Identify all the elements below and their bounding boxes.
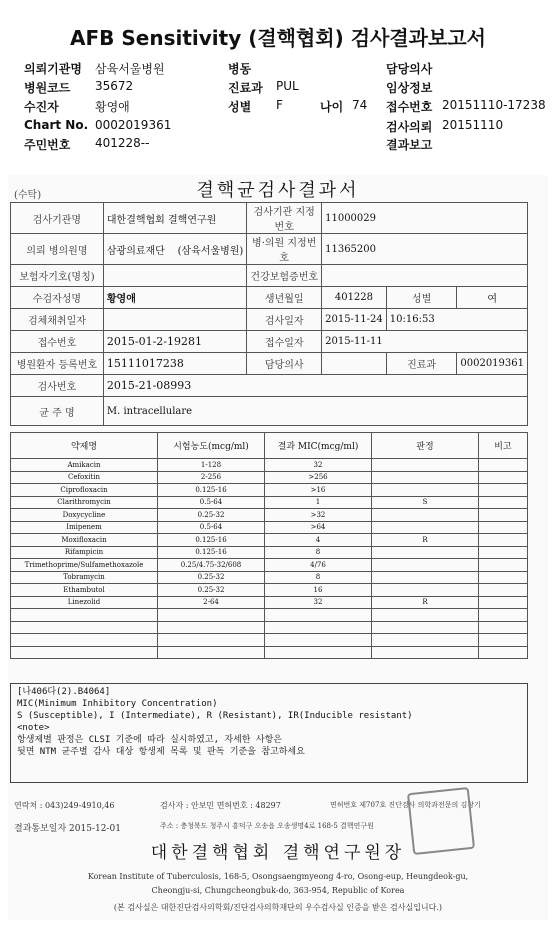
drug-remark-cell bbox=[479, 459, 528, 472]
interp-header: 판정 bbox=[372, 433, 479, 459]
cert-value bbox=[322, 265, 528, 287]
chart-value: 0002019361 bbox=[95, 118, 172, 132]
drug-conc-cell: 0.125-16 bbox=[158, 534, 265, 547]
drug-name-cell: Rifampicin bbox=[11, 546, 158, 559]
test-date-value: 2015-11-24 bbox=[322, 309, 387, 331]
drug-remark-cell bbox=[479, 484, 528, 497]
report-date: 결과통보일자 2015-12-01 bbox=[14, 824, 121, 834]
contact: 연락처 : 043)249-4910,46 bbox=[14, 801, 115, 810]
hosp-value: 삼광의료재단 bbox=[106, 245, 165, 257]
drug-mic-cell: 1 bbox=[265, 496, 372, 509]
drug-remark-cell bbox=[479, 521, 528, 534]
drug-interp-cell bbox=[372, 484, 479, 497]
collect-label: 검체채취일자 bbox=[11, 309, 104, 331]
drug-mic-cell: 32 bbox=[265, 459, 372, 472]
drug-conc-cell: 0.25-32 bbox=[158, 584, 265, 597]
drug-conc-cell: 0.125-16 bbox=[158, 484, 265, 497]
notes-box bbox=[10, 683, 528, 783]
dept-value-2: 0002019361 bbox=[457, 353, 528, 375]
drug-remark-cell bbox=[479, 646, 528, 659]
drug-remark-cell bbox=[479, 621, 528, 634]
drug-mic-cell bbox=[265, 646, 372, 659]
drug-interp-cell bbox=[372, 546, 479, 559]
drug-interp-cell bbox=[372, 509, 479, 522]
drug-mic-cell: 8 bbox=[265, 546, 372, 559]
insure-value bbox=[103, 265, 246, 287]
drug-interp-cell bbox=[372, 609, 479, 622]
dept-label-2: 진료과 bbox=[386, 353, 457, 375]
drug-mic-cell: 4 bbox=[265, 534, 372, 547]
name-label: 수검자성명 bbox=[11, 287, 104, 309]
patient-label: 수진자 bbox=[24, 100, 59, 114]
drug-name-cell: Cefoxitin bbox=[11, 471, 158, 484]
hosp-desig-value: 11365200 bbox=[322, 234, 528, 265]
dob-value: 401228 bbox=[322, 287, 387, 309]
drug-name-cell bbox=[11, 646, 158, 659]
table-row bbox=[11, 596, 528, 609]
drug-interp-cell: R bbox=[372, 534, 479, 547]
drug-conc-cell: 0.125-16 bbox=[158, 546, 265, 559]
drug-name-cell: Trimethoprime/Sulfamethoxazole bbox=[11, 559, 158, 572]
cert-label: 건강보험증번호 bbox=[247, 265, 322, 287]
table-row bbox=[11, 496, 528, 509]
form-number: (수탁) bbox=[14, 190, 42, 201]
examiner: 검사자 : 안보민 면허번호 : 48297 bbox=[160, 801, 281, 810]
rec-no-label: 접수번호 bbox=[11, 331, 104, 353]
ward-label: 병동 bbox=[228, 62, 252, 76]
table-row bbox=[11, 521, 528, 534]
rec-no-value: 2015-01-2-19281 bbox=[103, 331, 246, 353]
drug-interp-cell bbox=[372, 584, 479, 597]
mic-header: 결과 MIC(mcg/ml) bbox=[265, 433, 372, 459]
drug-remark-cell bbox=[479, 609, 528, 622]
drug-mic-cell: >64 bbox=[265, 521, 372, 534]
clinical-label: 임상정보 bbox=[386, 81, 433, 95]
drug-mic-cell bbox=[265, 621, 372, 634]
drug-conc-cell bbox=[158, 646, 265, 659]
remark-header: 비고 bbox=[479, 433, 528, 459]
test-time-value: 10:16:53 bbox=[386, 309, 527, 331]
org-name: 대한결핵협회 결핵연구원장 bbox=[150, 843, 406, 863]
drug-interp-cell bbox=[372, 471, 479, 484]
rrn-value: 401228-- bbox=[95, 136, 150, 150]
drug-conc-cell: 0.25/4.75-32/608 bbox=[158, 559, 265, 572]
drug-interp-cell bbox=[372, 621, 479, 634]
drug-name-cell: Moxifloxacin bbox=[11, 534, 158, 547]
reviewer: 면허번호 제707호 진단검사 의학과전문의 김창기 bbox=[330, 801, 481, 809]
drug-name-cell: Ethambutol bbox=[11, 584, 158, 597]
certification-note: (본 검사실은 대한진단검사의학회/진단검사의학재단의 우수검사실 인증을 받은 검사실입니다.) bbox=[113, 903, 443, 912]
conc-header: 시험농도(mcg/ml) bbox=[158, 433, 265, 459]
table-row bbox=[11, 546, 528, 559]
code-label: 병원코드 bbox=[24, 81, 71, 95]
drug-conc-cell: 0.25-32 bbox=[158, 509, 265, 522]
page-title: AFB Sensitivity (결핵협회) 검사결과보고서 bbox=[70, 26, 486, 50]
dob-label: 생년월일 bbox=[247, 287, 322, 309]
table-row bbox=[11, 621, 528, 634]
drug-remark-cell bbox=[479, 534, 528, 547]
table-row bbox=[11, 646, 528, 659]
lab-value: 대한결핵협회 결핵연구원 bbox=[103, 203, 246, 234]
drug-remark-cell bbox=[479, 546, 528, 559]
lab-label: 검사기관명 bbox=[11, 203, 104, 234]
drug-remark-cell bbox=[479, 509, 528, 522]
drug-name-cell bbox=[11, 609, 158, 622]
note-line: <note> bbox=[17, 723, 50, 733]
request-value: 20151110 bbox=[442, 118, 504, 132]
drug-conc-cell: 0.5-64 bbox=[158, 496, 265, 509]
institution-value: 삼육서울병원 bbox=[95, 62, 165, 76]
species-label: 균 주 명 bbox=[11, 397, 104, 426]
address: 주소 : 충청북도 청주시 흥덕구 오송읍 오송생명4로 168-5 결핵연구원 bbox=[160, 822, 374, 830]
drug-interp-cell bbox=[372, 571, 479, 584]
info-table bbox=[10, 202, 528, 426]
collect-value bbox=[103, 309, 246, 331]
sex-value-2: 여 bbox=[457, 287, 528, 309]
hosp-label: 의뢰 병의원명 bbox=[11, 234, 104, 265]
drug-name-cell bbox=[11, 634, 158, 647]
table-row bbox=[11, 459, 528, 472]
test-no-value: 2015-21-08993 bbox=[103, 375, 527, 397]
code-value: 35672 bbox=[95, 79, 134, 93]
drug-conc-cell bbox=[158, 609, 265, 622]
drug-remark-cell bbox=[479, 596, 528, 609]
drug-conc-cell bbox=[158, 634, 265, 647]
receipt-value: 20151110-17238 bbox=[442, 98, 546, 112]
drug-remark-cell bbox=[479, 559, 528, 572]
drug-conc-cell: 0.25-32 bbox=[158, 571, 265, 584]
note-line: MIC(Minimum Inhibitory Concentration) bbox=[17, 699, 218, 709]
table-row bbox=[11, 584, 528, 597]
table-row bbox=[11, 509, 528, 522]
drug-interp-cell bbox=[372, 521, 479, 534]
drug-interp-cell: R bbox=[372, 596, 479, 609]
table-row bbox=[11, 534, 528, 547]
table-row bbox=[11, 484, 528, 497]
drug-conc-cell: 2-64 bbox=[158, 596, 265, 609]
rec-date-label: 접수일자 bbox=[247, 331, 322, 353]
drug-interp-cell bbox=[372, 459, 479, 472]
request-label: 검사의뢰 bbox=[386, 120, 433, 134]
drug-name-cell bbox=[11, 621, 158, 634]
drug-interp-cell bbox=[372, 634, 479, 647]
report-label: 결과보고 bbox=[386, 138, 433, 152]
note-line: S (Susceptible), I (Intermediate), R (Resistant), IR(Inducible resistant) bbox=[17, 711, 413, 721]
drug-conc-cell: 0.5-64 bbox=[158, 521, 265, 534]
name-value: 황영애 bbox=[103, 287, 246, 309]
form-title: 결핵균검사결과서 bbox=[196, 180, 360, 201]
table-row bbox=[11, 634, 528, 647]
drug-conc-cell: 1-128 bbox=[158, 459, 265, 472]
drug-remark-cell bbox=[479, 634, 528, 647]
drug-interp-cell bbox=[372, 646, 479, 659]
sex-label: 성별 bbox=[228, 100, 252, 114]
note-line: 항생제별 판정은 CLSI 기준에 따라 실시하였고, 자세한 사항은 bbox=[17, 735, 282, 745]
drug-name-cell: Linezolid bbox=[11, 596, 158, 609]
drug-remark-cell bbox=[479, 571, 528, 584]
test-no-label: 검사번호 bbox=[11, 375, 104, 397]
drug-mic-cell: 4/76 bbox=[265, 559, 372, 572]
table-row bbox=[11, 609, 528, 622]
doc-value bbox=[322, 353, 387, 375]
sex-value: F bbox=[276, 98, 283, 112]
drug-mic-cell: 32 bbox=[265, 596, 372, 609]
institution-label: 의뢰기관명 bbox=[24, 62, 82, 76]
drug-name-cell: Amikacin bbox=[11, 459, 158, 472]
drug-remark-cell bbox=[479, 471, 528, 484]
drug-mic-cell: 8 bbox=[265, 571, 372, 584]
drug-name-cell: Clarithromycin bbox=[11, 496, 158, 509]
hosp-cell bbox=[103, 234, 246, 265]
table-row bbox=[11, 571, 528, 584]
rec-date-value: 2015-11-11 bbox=[322, 331, 528, 353]
drug-header: 약제명 bbox=[11, 433, 158, 459]
drug-table bbox=[10, 432, 528, 659]
drug-mic-cell bbox=[265, 609, 372, 622]
table-row bbox=[11, 559, 528, 572]
drug-conc-cell: 2-256 bbox=[158, 471, 265, 484]
age-label: 나이 bbox=[320, 100, 344, 114]
patient-value: 황영애 bbox=[95, 100, 130, 114]
lab-desig-value: 11000029 bbox=[322, 203, 528, 234]
drug-mic-cell bbox=[265, 634, 372, 647]
note-line: [나406다(2).B4064] bbox=[17, 687, 111, 697]
english-address-2: Cheongju-si, Chungcheongbuk-do, 363-954, Republic of Korea bbox=[151, 886, 405, 895]
insure-label: 보험자기호(명칭) bbox=[11, 265, 104, 287]
drug-name-cell: Ciprofloxacin bbox=[11, 484, 158, 497]
reg-label: 병원환자 등록번호 bbox=[11, 353, 104, 375]
drug-mic-cell: >32 bbox=[265, 509, 372, 522]
chart-label: Chart No. bbox=[24, 118, 89, 132]
drug-interp-cell: S bbox=[372, 496, 479, 509]
lab-desig-label: 검사기관 지정번호 bbox=[247, 203, 322, 234]
drug-remark-cell bbox=[479, 584, 528, 597]
hosp-desig-label: 병·의원 지정번호 bbox=[247, 234, 322, 265]
hosp-sub: (삼육서울병원) bbox=[177, 245, 244, 257]
doctor-label: 담당의사 bbox=[386, 62, 433, 76]
dept-label: 진료과 bbox=[228, 81, 263, 95]
age-value: 74 bbox=[352, 98, 368, 112]
drug-name-cell: Doxycycline bbox=[11, 509, 158, 522]
drug-conc-cell bbox=[158, 621, 265, 634]
drug-mic-cell: >256 bbox=[265, 471, 372, 484]
test-date-label: 검사일자 bbox=[247, 309, 322, 331]
english-address-1: Korean Institute of Tuberculosis, 168-5, Osongsaengmyeong 4-ro, Osong-eup, Heungdeok-gu, bbox=[87, 872, 469, 881]
reg-value: 15111017238 bbox=[103, 353, 246, 375]
drug-name-cell: Imipenem bbox=[11, 521, 158, 534]
sex-label-2: 성별 bbox=[386, 287, 457, 309]
drug-name-cell: Tobramycin bbox=[11, 571, 158, 584]
drug-remark-cell bbox=[479, 496, 528, 509]
drug-interp-cell bbox=[372, 559, 479, 572]
drug-mic-cell: 16 bbox=[265, 584, 372, 597]
rrn-label: 주민번호 bbox=[24, 138, 71, 152]
table-row bbox=[11, 471, 528, 484]
note-line: 뒷면 NTM 균주별 감사 대상 항생제 목록 및 판독 기준을 참고하세요 bbox=[17, 747, 305, 757]
dept-value: PUL bbox=[276, 79, 299, 93]
drug-mic-cell: >16 bbox=[265, 484, 372, 497]
receipt-label: 접수번호 bbox=[386, 100, 433, 114]
doc-label: 담당의사 bbox=[247, 353, 322, 375]
species-value: M. intracellulare bbox=[103, 397, 527, 426]
